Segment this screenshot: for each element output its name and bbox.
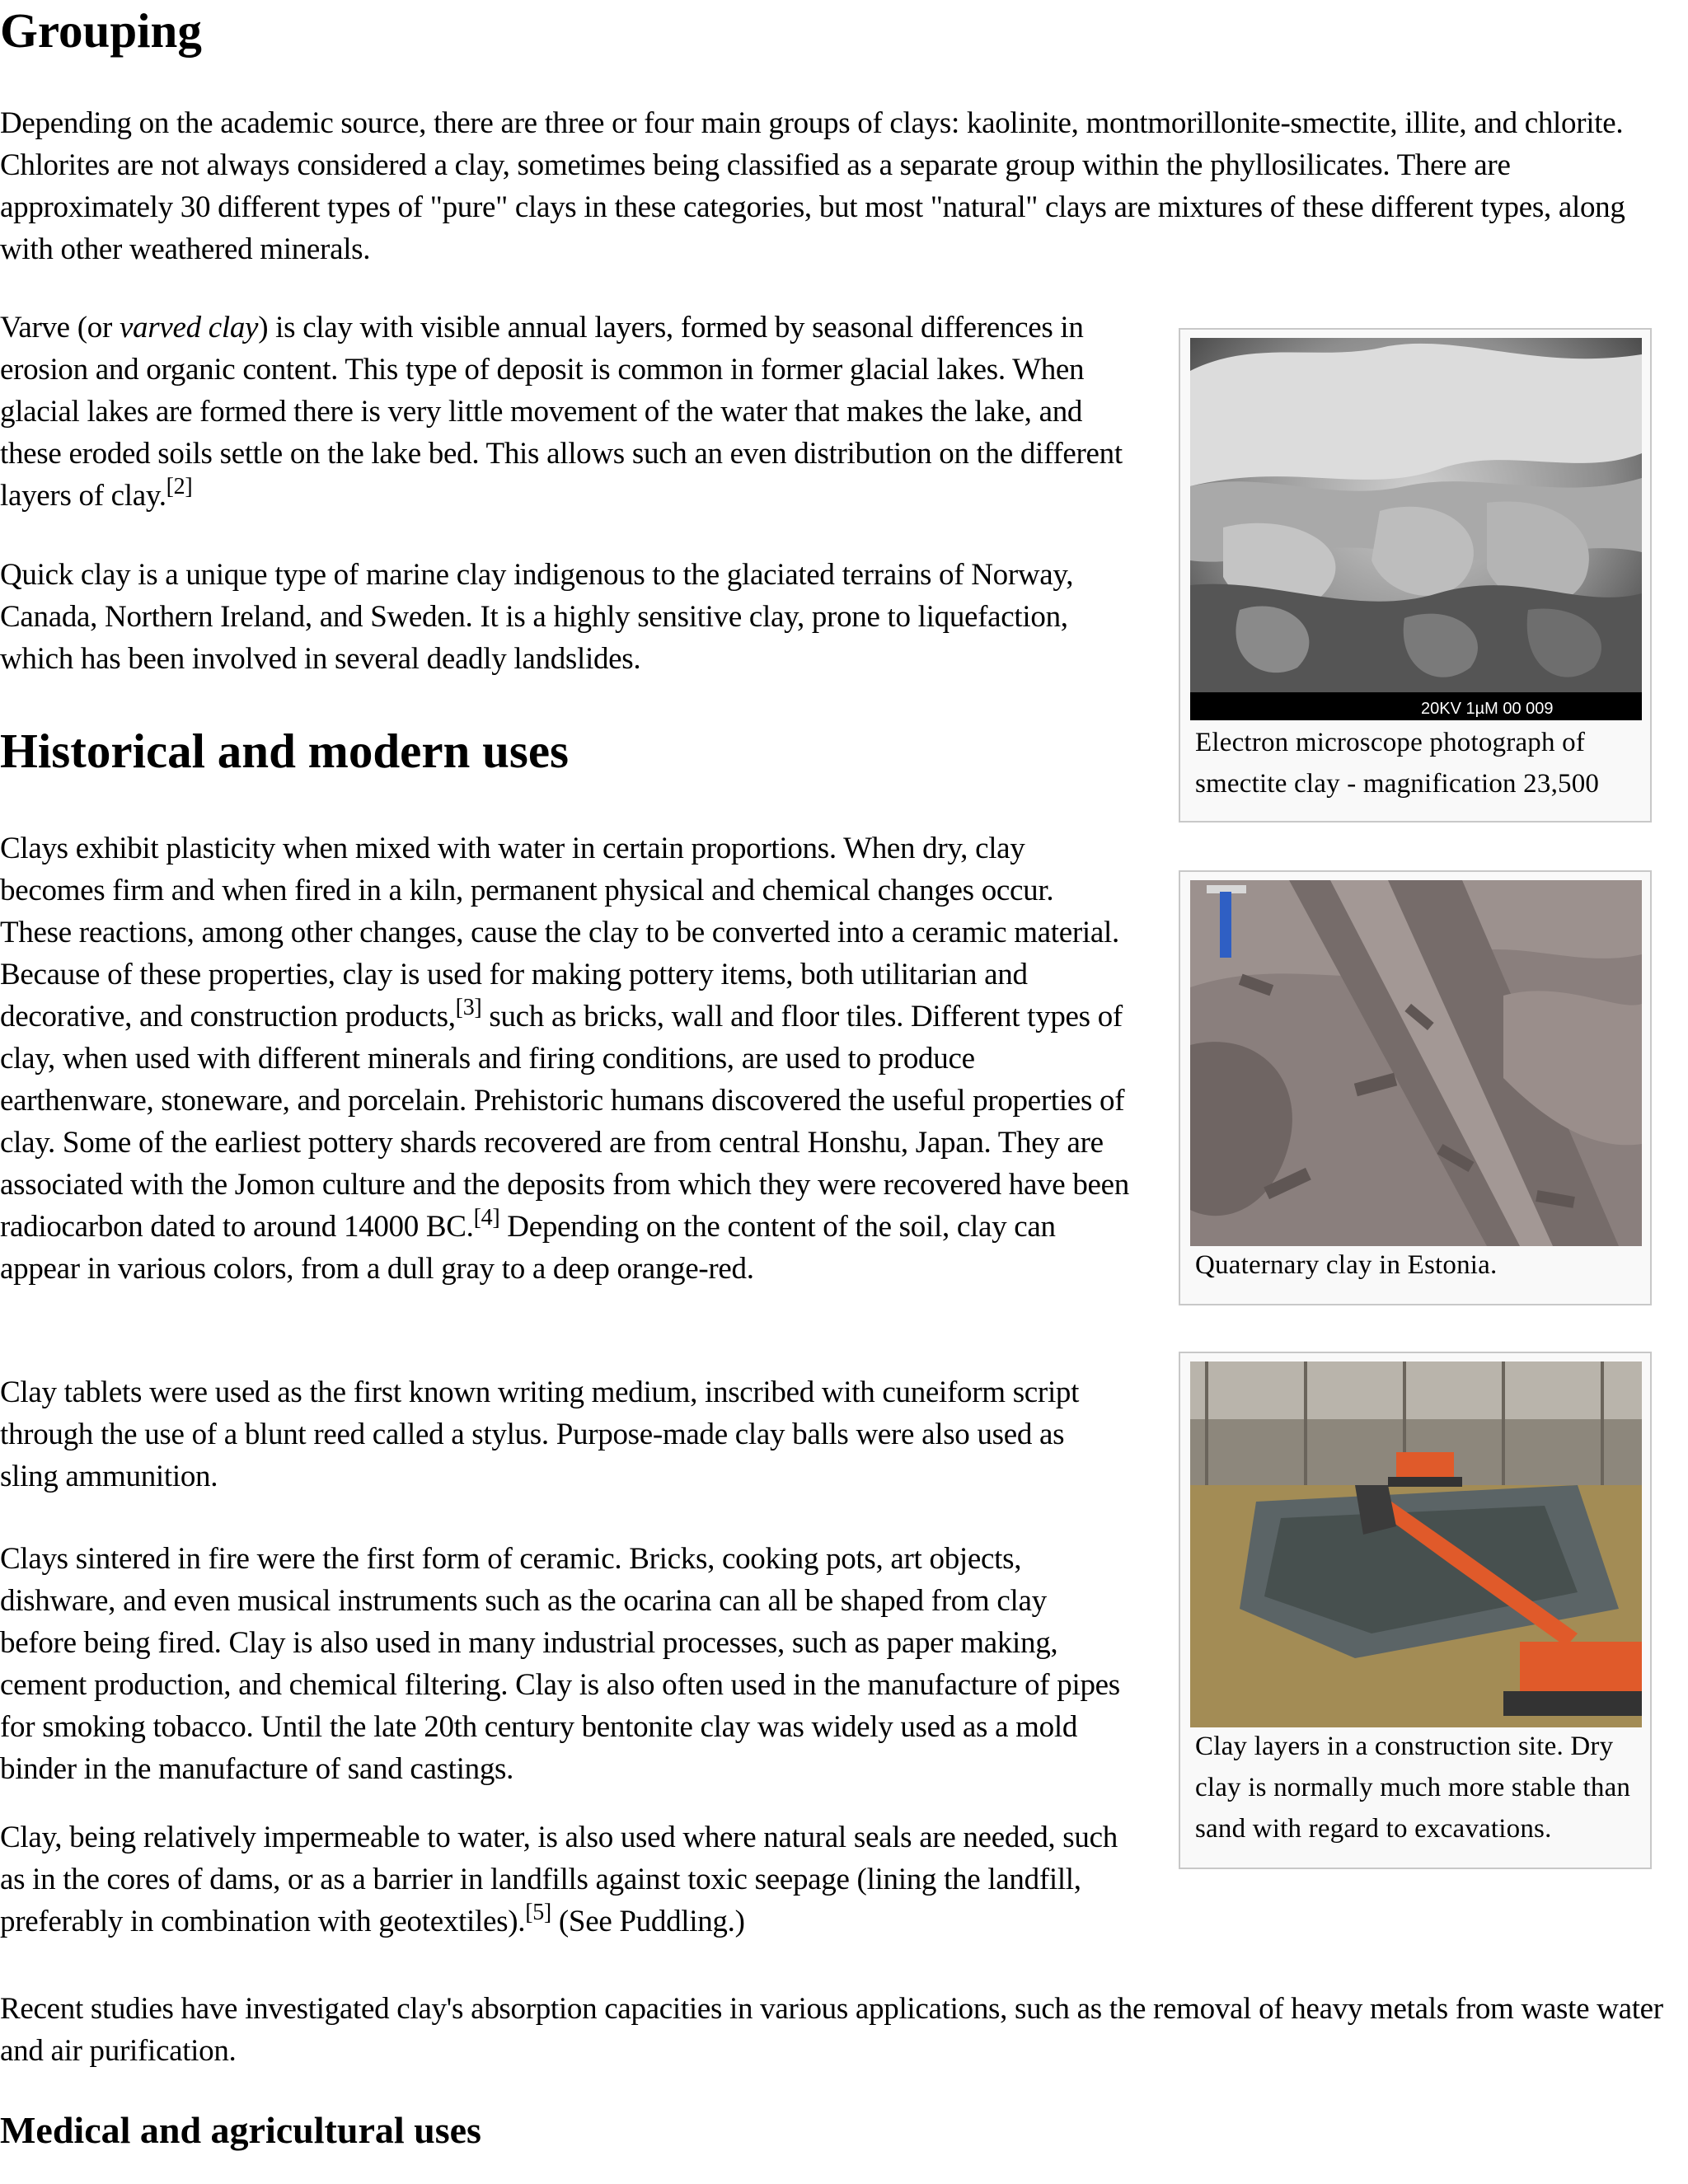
caption-estonia: Quaternary clay in Estonia. <box>1195 1250 1498 1280</box>
impermeable-text-a: Clay, being relatively impermeable to water, is also used where natural seals are needed, such as in the cores of dams, or as a barrier in landfills against toxic seepage (lining the landfill, preferably in combination with geotextiles). <box>0 1821 1118 1938</box>
heading-grouping: Grouping <box>0 3 202 58</box>
construction-site-image[interactable] <box>1190 1361 1642 1727</box>
paragraph-varve <box>0 307 1129 517</box>
paragraph-recent: Recent studies have investigated clay's absorption capacities in various applications, such as the removal of heavy metals from waste water and air purification. <box>0 1992 1663 2068</box>
caption-construction: Clay layers in a construction site. Dry clay is normally much more stable than sand with regard to excavations. <box>1195 1732 1631 1844</box>
plasticity-text-a: Clays exhibit plasticity when mixed with water in certain proportions. When dry, clay becomes firm and when fired in a kiln, permanent physical and chemical changes occur. These reactions, among other changes, cause the clay to be converted into a ceramic material. Because of these properties, clay is used for making pottery items, both utilitarian and decorative, and construction products, <box>0 832 1119 1033</box>
plasticity-text-b: such as bricks, wall and floor tiles. Different types of clay, when used with different minerals and firing conditions, are used to produce earthenware, stoneware, and porcelain. Prehistoric humans discovered the useful properties of clay. Some of the earliest pottery shards recovered are from central Honshu, Japan. They are associated with the Jomon culture and the deposits from which they were recovered have been radiocarbon dated to around 14000 BC. <box>0 1000 1129 1244</box>
paragraph-sintered: Clays sintered in fire were the first form of ceramic. Bricks, cooking pots, art objects, dishware, and even musical instruments such as the ocarina can all be shaped from clay before being fired. Clay is also used in many industrial processes, such as paper making, cement production, and chemical filtering. Clay is also often used in the manufacture of pipes for smoking tobacco. Until the late 20th century bentonite clay was widely used as a mold binder in the manufacture of sand castings. <box>0 1542 1120 1786</box>
small-excavator-icon <box>1388 1452 1462 1487</box>
citation-3[interactable]: [3] <box>455 995 482 1020</box>
estonia-clay-image[interactable] <box>1190 880 1642 1246</box>
citation-4[interactable]: [4] <box>473 1205 500 1230</box>
paragraph-grouping: Depending on the academic source, there are three or four main groups of clays: kaolinite, montmorillonite-smectite, illite, and chlorite. Chlorites are not always considered a clay, sometimes being classified as a separate group within the phyllosilicates. There are approximately 30 different types of "pure" clays in these categories, but most "natural" clays are mixtures of these different types, along with other weathered minerals. <box>0 106 1625 266</box>
varve-text: ) is clay with visible annual layers, formed by seasonal differences in erosion and organic content. This type of deposit is common in former glacial lakes. When glacial lakes are formed there is very little movement of the water that makes the lake, and these eroded soils settle on the lake bed. This allows such an even distribution on the different layers of clay. <box>0 311 1123 513</box>
paragraph-impermeable <box>0 1816 1129 1943</box>
figure-estonia <box>1179 870 1652 1305</box>
heading-medical-uses: Medical and agricultural uses <box>0 2109 481 2151</box>
smectite-sem-image[interactable] <box>1190 338 1642 720</box>
paragraph-quick-clay: Quick clay is a unique type of marine clay indigenous to the glaciated terrains of Norway, Canada, Northern Ireland, and Sweden. It is a highly sensitive clay, prone to liquefaction, which has been involved in several deadly landslides. <box>0 558 1074 676</box>
plasticity-text-c: Depending on the content of the soil, clay can appear in various colors, from a dull gray to a deep orange-red. <box>0 1210 1056 1286</box>
varve-prefix: Varve (or <box>0 311 120 344</box>
citation-2[interactable]: [2] <box>166 474 193 499</box>
citation-5[interactable]: [5] <box>525 1900 551 1925</box>
heading-historical-uses: Historical and modern uses <box>0 724 569 778</box>
caption-smectite: Electron microscope photograph of smectite clay - magnification 23,500 <box>1195 728 1600 799</box>
varve-italic: varved clay <box>119 311 259 344</box>
figure-construction <box>1179 1352 1652 1869</box>
figure-smectite <box>1179 328 1652 823</box>
paragraph-tablets: Clay tablets were used as the first known writing medium, inscribed with cuneiform script through the use of a blunt reed called a stylus. Purpose-made clay balls were also used as sling ammunition. <box>0 1376 1080 1493</box>
impermeable-text-b: (See Puddling.) <box>551 1905 745 1938</box>
paragraph-plasticity <box>0 827 1129 1290</box>
sem-scale-text: 20KV 1µM 00 009 <box>1421 700 1554 718</box>
